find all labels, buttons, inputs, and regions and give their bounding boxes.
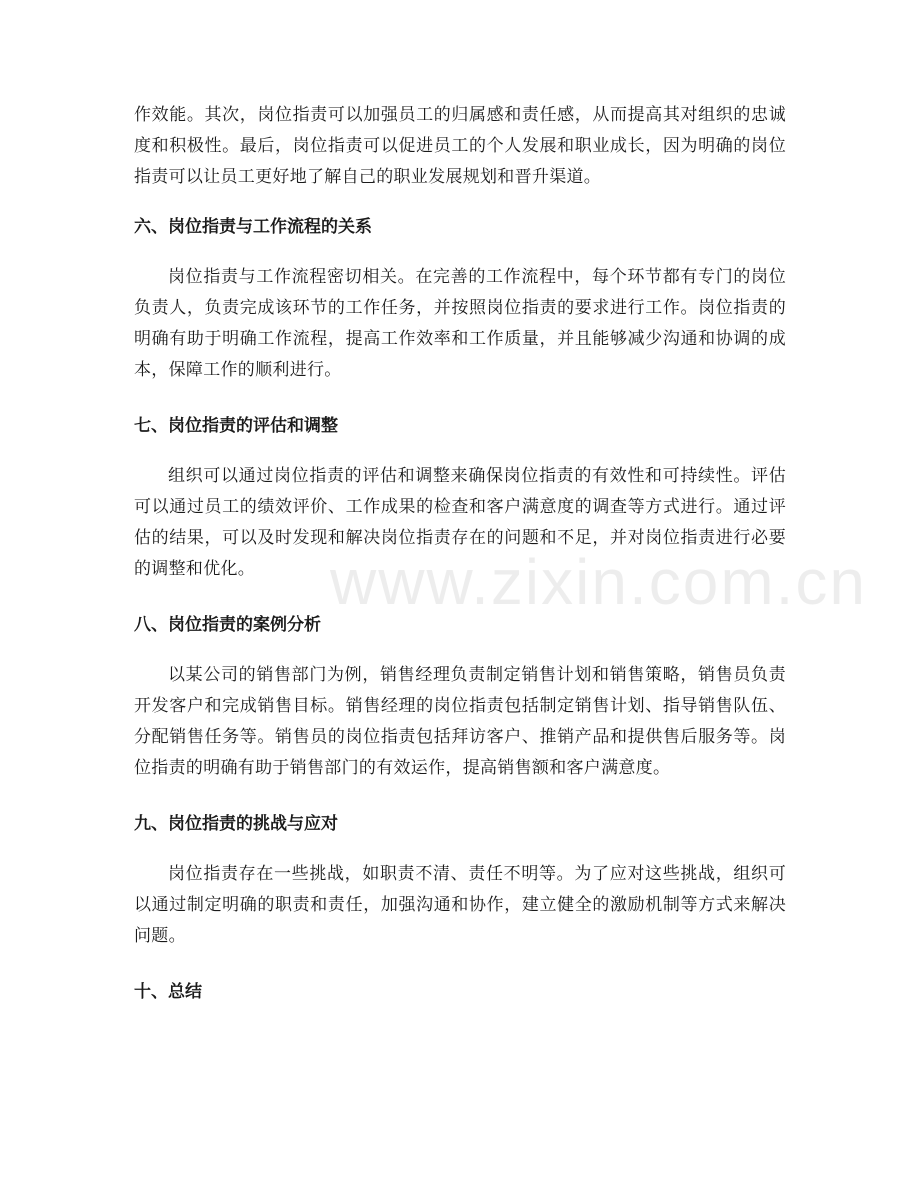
paragraph-intro-continued: 作效能。其次，岗位指责可以加强员工的归属感和责任感，从而提高其对组织的忠诚度和积极性。最后，岗位指责可以促进员工的个人发展和职业成长，因为明确的岗位指责可以让员工更好地了解自己的职业发展规划和晋升渠道。 — [134, 105, 786, 187]
paragraph-section-9: 岗位指责存在一些挑战，如职责不清、责任不明等。为了应对这些挑战，组织可以通过制定明确的职责和责任，加强沟通和协作，建立健全的激励机制等方式来解决问题。 — [134, 864, 786, 946]
section-heading-7: 七、岗位指责的评估和调整 — [134, 416, 338, 436]
watermark-text: www.zixin.com.cn — [330, 546, 867, 618]
paragraph-section-8: 以某公司的销售部门为例，销售经理负责制定销售计划和销售策略，销售员负责开发客户和完成销售目标。销售经理的岗位指责包括制定销售计划、指导销售队伍、分配销售任务等。销售员的岗位指责包括拜访客户、推销产品和提供售后服务等。岗位指责的明确有助于销售部门的有效运作，提高销售额和客户满意度。 — [134, 665, 786, 778]
paragraph-section-6: 岗位指责与工作流程密切相关。在完善的工作流程中，每个环节都有专门的岗位负责人，负责完成该环节的工作任务，并按照岗位指责的要求进行工作。岗位指责的明确有助于明确工作流程，提高工作效率和工作质量，并且能够减少沟通和协调的成本，保障工作的顺利进行。 — [134, 267, 786, 380]
section-heading-8: 八、岗位指责的案例分析 — [134, 615, 321, 635]
paragraph-section-7: 组织可以通过岗位指责的评估和调整来确保岗位指责的有效性和可持续性。评估可以通过员工的绩效评价、工作成果的检查和客户满意度的调查等方式进行。通过评估的结果，可以及时发现和解决岗位指责存在的问题和不足，并对岗位指责进行必要的调整和优化。 — [134, 466, 786, 579]
section-heading-10: 十、总结 — [134, 982, 202, 1002]
section-heading-6: 六、岗位指责与工作流程的关系 — [134, 217, 372, 237]
section-heading-9: 九、岗位指责的挑战与应对 — [134, 814, 338, 834]
document-body — [134, 100, 786, 1008]
